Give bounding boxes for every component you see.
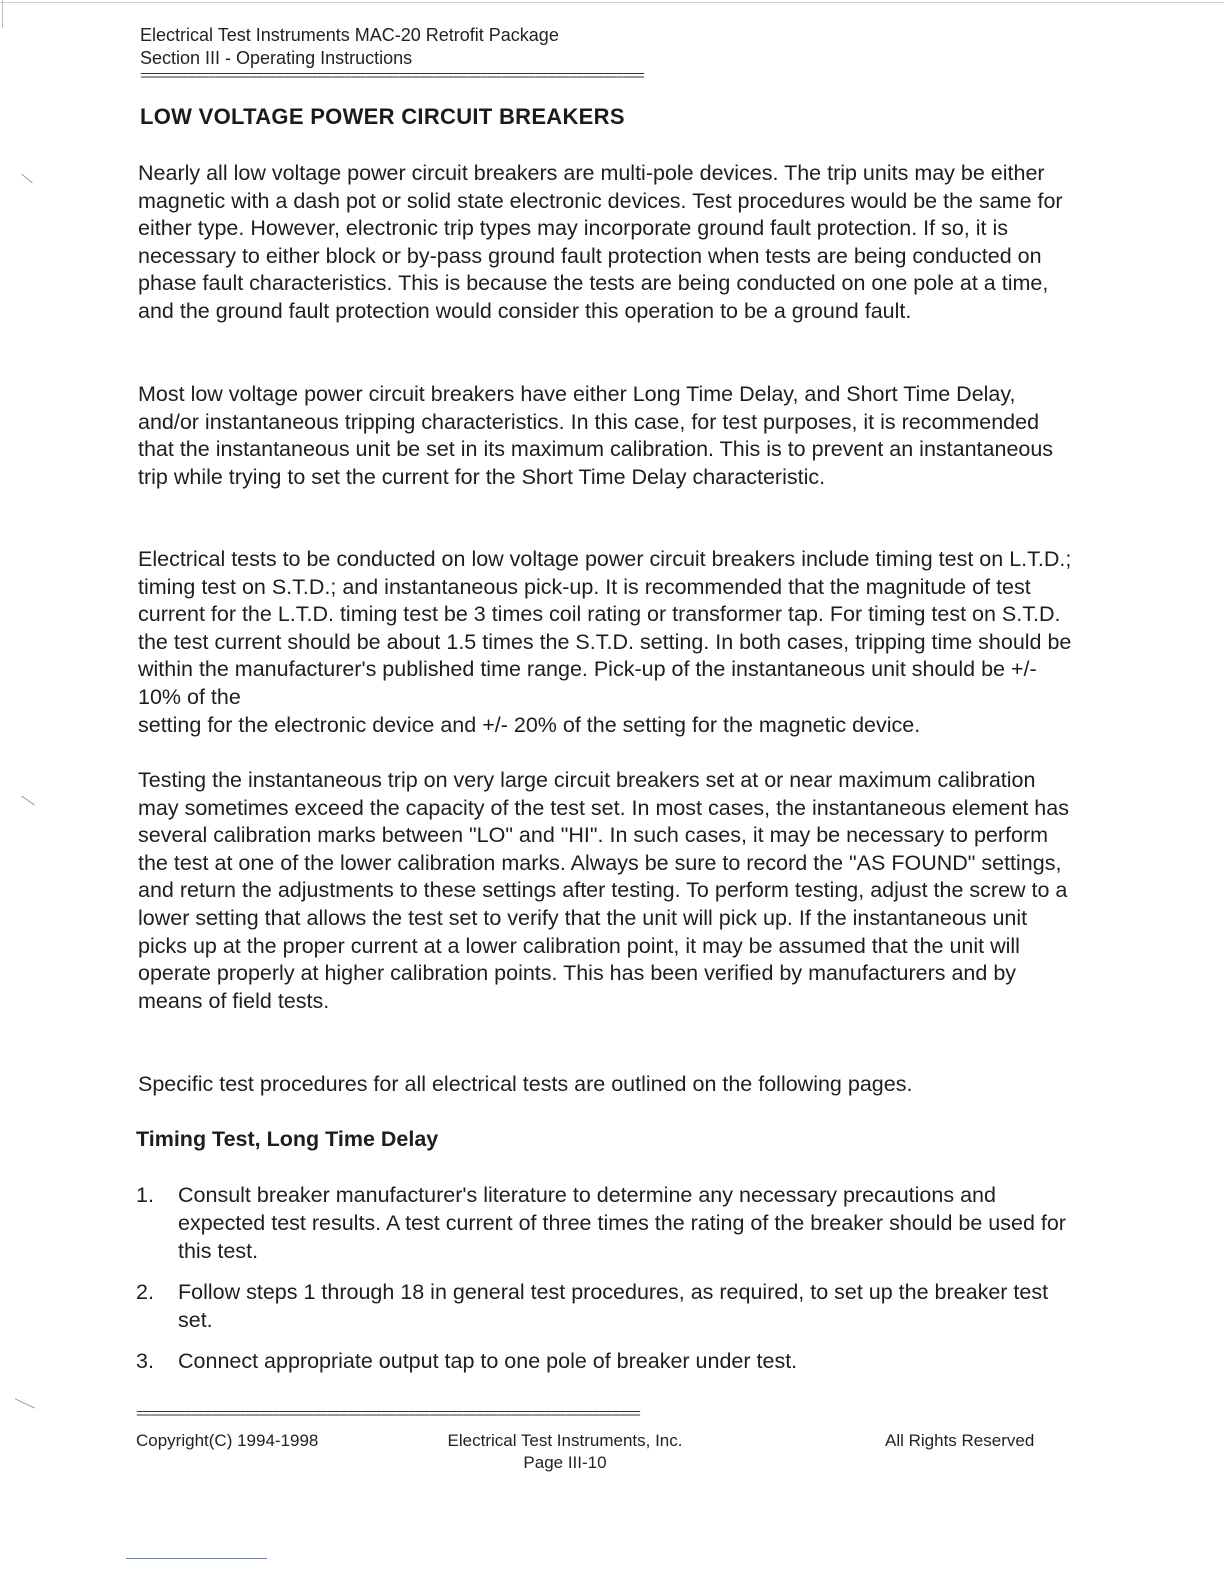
header-line-1: Electrical Test Instruments MAC-20 Retrofit Package: [140, 25, 559, 45]
section-title: LOW VOLTAGE POWER CIRCUIT BREAKERS: [140, 104, 625, 129]
header-line-2: Section III - Operating Instructions: [140, 48, 413, 68]
scan-mark: [21, 174, 32, 184]
footer-company: Electrical Test Instruments, Inc.: [447, 1431, 683, 1450]
paragraph-3: [138, 546, 1078, 739]
step-text: Consult breaker manufacturer's literature to determine any necessary precautions and expected test results. A test current of three times the rating of the breaker should be used for this test.: [178, 1183, 1066, 1263]
footer-copyright: Copyright(C) 1994-1998: [136, 1431, 319, 1450]
scan-mark: [15, 1398, 35, 1408]
header-separator: ==========================================================================: [140, 70, 644, 84]
footer-page-number: Page III-10: [523, 1453, 607, 1472]
step-item: [136, 1278, 1076, 1334]
step-number: 2.: [136, 1280, 154, 1304]
paragraph-5: Specific test procedures for all electrical tests are outlined on the following pages.: [138, 1072, 913, 1096]
paragraph-3-body: Electrical tests to be conducted on low voltage power circuit breakers include timing test on L.T.D.; timing test on S.T.D.; and instantaneous pick-up. It is recommended that the magnitude of test current for the L.T.D. timing test be 3 times coil rating or transformer tap. For timing test on S.T.D. the test current should be about 1.5 times the S.T.D. setting. In both cases, tripping time should be within the manufacturer's published time range. Pick-up of the instantaneous unit should be +/- 10% of the: [138, 547, 1072, 709]
footer-separator: ==========================================================================: [136, 1408, 640, 1422]
scan-bottom-mark: [126, 1558, 267, 1559]
scan-mark: [21, 796, 35, 806]
paragraph-3-last-line: setting for the electronic device and +/- 20% of the setting for the magnetic device.: [138, 712, 921, 737]
scan-left-edge: [2, 0, 3, 28]
footer-center: [430, 1430, 700, 1474]
step-number: 3.: [136, 1349, 154, 1373]
paragraph-1: Nearly all low voltage power circuit breakers are multi-pole devices. The trip units may be either magnetic with a dash pot or solid state electronic devices. Test procedures would be the same for either type. However, electronic trip types may incorporate ground fault protection. If so, it is necessary to either block or by-pass ground fault protection when tests are being conducted on phase fault characteristics. This is because the tests are being conducted on one pole at a time, and the ground fault protection would consider this operation to be a ground fault.: [138, 161, 1063, 323]
step-number: 1.: [136, 1183, 154, 1207]
step-text: Connect appropriate output tap to one pole of breaker under test.: [178, 1349, 798, 1373]
paragraph-2: Most low voltage power circuit breakers have either Long Time Delay, and Short Time Delay, and/or instantaneous tripping characteristics. In this case, for test purposes, it is recommended that the instantaneous unit be set in its maximum calibration. This is to prevent an instantaneous trip while trying to set the current for the Short Time Delay characteristic.: [138, 382, 1054, 489]
subheading-timing-test: Timing Test, Long Time Delay: [136, 1127, 439, 1151]
page-header: [140, 24, 559, 70]
step-text: Follow steps 1 through 18 in general test procedures, as required, to set up the breaker test set.: [178, 1280, 1049, 1332]
step-item: [136, 1347, 1076, 1375]
scan-top-edge: [0, 2, 1224, 3]
step-item: [136, 1181, 1076, 1265]
footer-rights: All Rights Reserved: [885, 1431, 1035, 1450]
paragraph-4: Testing the instantaneous trip on very large circuit breakers set at or near maximum calibration may sometimes exceed the capacity of the test set. In most cases, the instantaneous element has several calibration marks between "LO" and "HI". In such cases, it may be necessary to perform the test at one of the lower calibration marks. Always be sure to record the "AS FOUND" settings, and return the adjustments to these settings after testing. To perform testing, adjust the screw to a lower setting that allows the test set to verify that the unit will pick up. If the instantaneous unit picks up at the proper current at a lower calibration point, it may be assumed that the unit will operate properly at higher calibration points. This has been verified by manufacturers and by means of field tests.: [138, 768, 1069, 1013]
procedure-steps: [136, 1181, 1076, 1388]
